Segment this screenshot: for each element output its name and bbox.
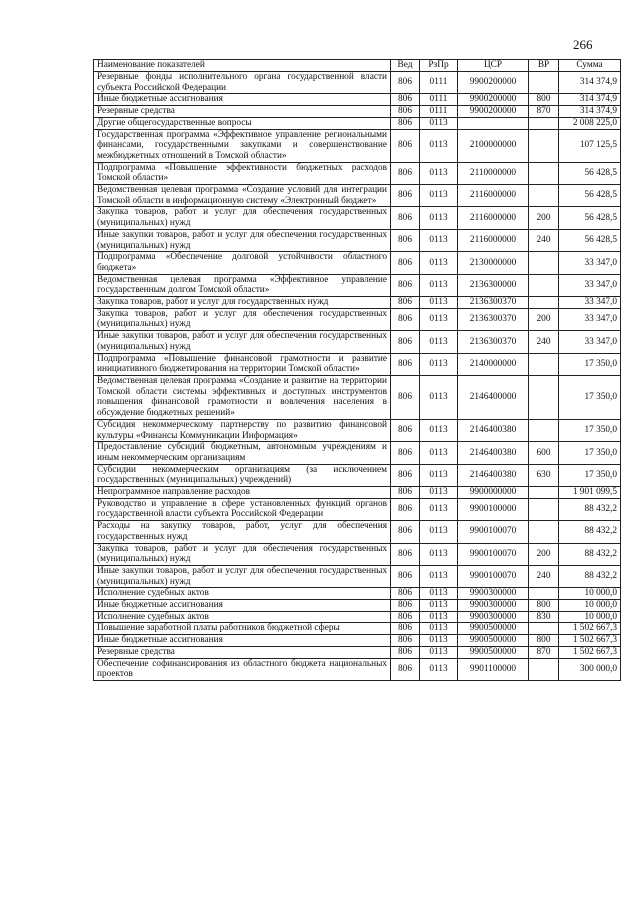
cell-csr: 9900500000 <box>458 635 529 647</box>
cell-vr: 200 <box>529 308 559 330</box>
header-ved: Вед <box>391 60 420 72</box>
cell-csr: 9900200000 <box>458 72 529 94</box>
cell-vr: 830 <box>529 611 559 623</box>
cell-sum: 17 350,0 <box>559 353 621 375</box>
cell-rzpr: 0113 <box>420 331 458 353</box>
cell-vr <box>529 498 559 520</box>
table-row <box>94 623 621 635</box>
cell-ved: 806 <box>391 162 420 184</box>
cell-name: Резервные средства <box>94 106 391 118</box>
cell-ved: 806 <box>391 623 420 635</box>
table-row <box>94 521 621 543</box>
table-body <box>94 72 621 681</box>
page-number: 266 <box>573 37 593 52</box>
cell-ved: 806 <box>391 635 420 647</box>
table-header-row <box>94 60 621 72</box>
header-csr: ЦСР <box>458 60 529 72</box>
table-row <box>94 229 621 251</box>
cell-vr: 200 <box>529 207 559 229</box>
cell-name: Иные закупки товаров, работ и услуг для обеспечения государственных (муниципальных) нужд <box>94 565 391 587</box>
table-row <box>94 129 621 162</box>
cell-name: Закупка товаров, работ и услуг для обеспечения государственных (муниципальных) нужд <box>94 308 391 330</box>
cell-csr: 2136300000 <box>458 274 529 296</box>
header-name: Наименование показателей <box>94 60 391 72</box>
cell-csr: 9900200000 <box>458 106 529 118</box>
cell-vr <box>529 353 559 375</box>
cell-ved: 806 <box>391 72 420 94</box>
cell-ved: 806 <box>391 588 420 600</box>
cell-ved: 806 <box>391 297 420 309</box>
cell-rzpr: 0113 <box>420 419 458 441</box>
cell-ved: 806 <box>391 600 420 612</box>
cell-csr: 2146400380 <box>458 419 529 441</box>
cell-csr: 9900500000 <box>458 623 529 635</box>
table-row <box>94 375 621 419</box>
cell-sum: 314 374,9 <box>559 106 621 118</box>
cell-ved: 806 <box>391 565 420 587</box>
cell-vr <box>529 129 559 162</box>
cell-name: Подпрограмма «Повышение эффективности бюджетных расходов Томской области» <box>94 162 391 184</box>
cell-rzpr: 0113 <box>420 442 458 464</box>
cell-name: Государственная программа «Эффективное управление региональными финансами, государственными закупками и совершенствование межбюджетных отношений в Томской области» <box>94 129 391 162</box>
cell-vr: 870 <box>529 646 559 658</box>
cell-ved: 806 <box>391 106 420 118</box>
cell-sum: 17 350,0 <box>559 442 621 464</box>
cell-vr <box>529 658 559 680</box>
cell-vr <box>529 185 559 207</box>
table-row <box>94 297 621 309</box>
table-row <box>94 487 621 499</box>
cell-ved: 806 <box>391 252 420 274</box>
cell-sum: 88 432,2 <box>559 543 621 565</box>
table-row <box>94 635 621 647</box>
cell-rzpr: 0111 <box>420 72 458 94</box>
cell-name: Подпрограмма «Обеспечение долговой устойчивости областного бюджета» <box>94 252 391 274</box>
cell-name: Иные бюджетные ассигнования <box>94 94 391 106</box>
cell-sum: 56 428,5 <box>559 229 621 251</box>
cell-name: Расходы на закупку товаров, работ, услуг для обеспечения государственных нужд <box>94 521 391 543</box>
cell-sum: 107 125,5 <box>559 129 621 162</box>
cell-rzpr: 0113 <box>420 297 458 309</box>
cell-rzpr: 0113 <box>420 353 458 375</box>
table-row <box>94 308 621 330</box>
cell-name: Субсидии некоммерческим организациям (за исключением государственных (муниципальных) учреждений) <box>94 464 391 486</box>
cell-vr <box>529 588 559 600</box>
cell-name: Субсидия некоммерческому партнерству по развитию финансовой культуры «Финансы Коммуникации Информация» <box>94 419 391 441</box>
cell-sum: 33 347,0 <box>559 297 621 309</box>
cell-csr: 9900300000 <box>458 611 529 623</box>
cell-rzpr: 0113 <box>420 600 458 612</box>
table-row <box>94 588 621 600</box>
cell-ved: 806 <box>391 419 420 441</box>
cell-ved: 806 <box>391 487 420 499</box>
cell-csr: 9900100000 <box>458 498 529 520</box>
cell-name: Резервные средства <box>94 646 391 658</box>
cell-csr: 2100000000 <box>458 129 529 162</box>
table-row <box>94 94 621 106</box>
cell-ved: 806 <box>391 308 420 330</box>
cell-csr: 2116000000 <box>458 229 529 251</box>
cell-name: Исполнение судебных актов <box>94 588 391 600</box>
table-row <box>94 252 621 274</box>
cell-sum: 1 901 099,5 <box>559 487 621 499</box>
cell-vr: 800 <box>529 600 559 612</box>
cell-vr: 240 <box>529 229 559 251</box>
cell-csr: 2136300370 <box>458 297 529 309</box>
cell-csr: 2116000000 <box>458 207 529 229</box>
cell-csr: 9900100070 <box>458 565 529 587</box>
cell-ved: 806 <box>391 521 420 543</box>
cell-rzpr: 0113 <box>420 117 458 129</box>
cell-ved: 806 <box>391 274 420 296</box>
cell-sum: 33 347,0 <box>559 274 621 296</box>
cell-name: Ведомственная целевая программа «Создание и развитие на территории Томской области системы эффективных и доступных инструментов повышения финансовой грамотности и вовлечения населения в обсуждение бюджетных решений» <box>94 375 391 419</box>
cell-sum: 314 374,9 <box>559 94 621 106</box>
table-row <box>94 419 621 441</box>
cell-rzpr: 0113 <box>420 487 458 499</box>
cell-csr <box>458 117 529 129</box>
cell-vr <box>529 419 559 441</box>
cell-csr: 2146400380 <box>458 464 529 486</box>
cell-ved: 806 <box>391 229 420 251</box>
cell-vr <box>529 117 559 129</box>
cell-name: Другие общегосударственные вопросы <box>94 117 391 129</box>
cell-sum: 10 000,0 <box>559 588 621 600</box>
cell-rzpr: 0113 <box>420 375 458 419</box>
cell-sum: 10 000,0 <box>559 600 621 612</box>
cell-vr <box>529 375 559 419</box>
cell-rzpr: 0113 <box>420 588 458 600</box>
cell-rzpr: 0113 <box>420 635 458 647</box>
table-row <box>94 565 621 587</box>
cell-csr: 9900200000 <box>458 94 529 106</box>
cell-vr: 240 <box>529 565 559 587</box>
cell-name: Иные закупки товаров, работ и услуг для обеспечения государственных (муниципальных) нужд <box>94 331 391 353</box>
cell-vr <box>529 72 559 94</box>
cell-csr: 9900000000 <box>458 487 529 499</box>
cell-ved: 806 <box>391 375 420 419</box>
cell-vr: 200 <box>529 543 559 565</box>
header-vr: ВР <box>529 60 559 72</box>
cell-ved: 806 <box>391 442 420 464</box>
cell-sum: 56 428,5 <box>559 162 621 184</box>
cell-vr: 870 <box>529 106 559 118</box>
cell-ved: 806 <box>391 658 420 680</box>
cell-csr: 9901100000 <box>458 658 529 680</box>
cell-ved: 806 <box>391 543 420 565</box>
cell-rzpr: 0113 <box>420 646 458 658</box>
table-row <box>94 72 621 94</box>
cell-csr: 9900300000 <box>458 600 529 612</box>
cell-vr: 630 <box>529 464 559 486</box>
cell-name: Иные бюджетные ассигнования <box>94 635 391 647</box>
cell-csr: 9900300000 <box>458 588 529 600</box>
table-row <box>94 464 621 486</box>
cell-name: Закупка товаров, работ и услуг для обеспечения государственных (муниципальных) нужд <box>94 207 391 229</box>
table-row <box>94 442 621 464</box>
cell-rzpr: 0111 <box>420 106 458 118</box>
cell-rzpr: 0113 <box>420 623 458 635</box>
cell-rzpr: 0113 <box>420 185 458 207</box>
cell-csr: 2116000000 <box>458 185 529 207</box>
table-row <box>94 207 621 229</box>
cell-vr <box>529 623 559 635</box>
table-row <box>94 611 621 623</box>
cell-name: Иные закупки товаров, работ и услуг для обеспечения государственных (муниципальных) нужд <box>94 229 391 251</box>
cell-sum: 33 347,0 <box>559 252 621 274</box>
cell-csr: 9900100070 <box>458 543 529 565</box>
cell-sum: 2 008 225,0 <box>559 117 621 129</box>
cell-csr: 2140000000 <box>458 353 529 375</box>
cell-ved: 806 <box>391 117 420 129</box>
cell-sum: 88 432,2 <box>559 521 621 543</box>
cell-rzpr: 0113 <box>420 308 458 330</box>
cell-sum: 1 502 667,3 <box>559 623 621 635</box>
cell-csr: 2146400380 <box>458 442 529 464</box>
cell-name: Исполнение судебных актов <box>94 611 391 623</box>
cell-ved: 806 <box>391 498 420 520</box>
cell-csr: 2146400000 <box>458 375 529 419</box>
cell-csr: 9900100070 <box>458 521 529 543</box>
cell-rzpr: 0113 <box>420 543 458 565</box>
cell-name: Обеспечение софинансирования из областного бюджета национальных проектов <box>94 658 391 680</box>
cell-rzpr: 0111 <box>420 94 458 106</box>
cell-sum: 17 350,0 <box>559 419 621 441</box>
cell-name: Предоставление субсидий бюджетным, автономным учреждениям и иным некоммерческим организациям <box>94 442 391 464</box>
table-row <box>94 646 621 658</box>
cell-sum: 33 347,0 <box>559 308 621 330</box>
cell-name: Подпрограмма «Повышение финансовой грамотности и развитие инициативного бюджетирования на территории Томской области» <box>94 353 391 375</box>
cell-ved: 806 <box>391 129 420 162</box>
cell-vr: 800 <box>529 635 559 647</box>
cell-rzpr: 0113 <box>420 162 458 184</box>
table-row <box>94 162 621 184</box>
cell-vr: 800 <box>529 94 559 106</box>
cell-rzpr: 0113 <box>420 658 458 680</box>
cell-name: Непрограммное направление расходов <box>94 487 391 499</box>
cell-rzpr: 0113 <box>420 464 458 486</box>
cell-name: Ведомственная целевая программа «Создание условий для интеграции Томской области в информационную систему «Электронный бюджет» <box>94 185 391 207</box>
cell-csr: 9900500000 <box>458 646 529 658</box>
cell-csr: 2130000000 <box>458 252 529 274</box>
cell-ved: 806 <box>391 353 420 375</box>
cell-vr <box>529 274 559 296</box>
cell-vr: 600 <box>529 442 559 464</box>
cell-sum: 56 428,5 <box>559 185 621 207</box>
cell-name: Повышение заработной платы работников бюджетной сферы <box>94 623 391 635</box>
cell-csr: 2136300370 <box>458 331 529 353</box>
cell-sum: 33 347,0 <box>559 331 621 353</box>
table-row <box>94 543 621 565</box>
cell-sum: 88 432,2 <box>559 498 621 520</box>
cell-vr <box>529 297 559 309</box>
table-row <box>94 498 621 520</box>
table-row <box>94 331 621 353</box>
cell-csr: 2136300370 <box>458 308 529 330</box>
cell-name: Ведомственная целевая программа «Эффективное управление государственным долгом Томской области» <box>94 274 391 296</box>
cell-sum: 17 350,0 <box>559 375 621 419</box>
table-row <box>94 106 621 118</box>
cell-rzpr: 0113 <box>420 611 458 623</box>
cell-rzpr: 0113 <box>420 565 458 587</box>
budget-table <box>93 59 621 681</box>
cell-vr <box>529 162 559 184</box>
cell-rzpr: 0113 <box>420 521 458 543</box>
cell-ved: 806 <box>391 464 420 486</box>
table-row <box>94 658 621 680</box>
cell-ved: 806 <box>391 331 420 353</box>
table-row <box>94 353 621 375</box>
cell-sum: 56 428,5 <box>559 207 621 229</box>
cell-sum: 17 350,0 <box>559 464 621 486</box>
cell-rzpr: 0113 <box>420 207 458 229</box>
table-row <box>94 600 621 612</box>
cell-ved: 806 <box>391 646 420 658</box>
header-sum: Сумма <box>559 60 621 72</box>
cell-sum: 314 374,9 <box>559 72 621 94</box>
cell-ved: 806 <box>391 94 420 106</box>
cell-sum: 88 432,2 <box>559 565 621 587</box>
cell-sum: 1 502 667,3 <box>559 646 621 658</box>
cell-vr <box>529 252 559 274</box>
cell-sum: 10 000,0 <box>559 611 621 623</box>
cell-rzpr: 0113 <box>420 129 458 162</box>
cell-rzpr: 0113 <box>420 229 458 251</box>
header-rzpr: РзПр <box>420 60 458 72</box>
cell-name: Иные бюджетные ассигнования <box>94 600 391 612</box>
cell-csr: 2110000000 <box>458 162 529 184</box>
cell-ved: 806 <box>391 611 420 623</box>
table-row <box>94 117 621 129</box>
cell-name: Закупка товаров, работ и услуг для обеспечения государственных (муниципальных) нужд <box>94 543 391 565</box>
cell-sum: 1 502 667,3 <box>559 635 621 647</box>
cell-vr: 240 <box>529 331 559 353</box>
table-row <box>94 274 621 296</box>
cell-name: Резервные фонды исполнительного органа государственной власти субъекта Российской Федерации <box>94 72 391 94</box>
cell-ved: 806 <box>391 207 420 229</box>
cell-ved: 806 <box>391 185 420 207</box>
cell-rzpr: 0113 <box>420 498 458 520</box>
cell-vr <box>529 521 559 543</box>
cell-vr <box>529 487 559 499</box>
cell-name: Руководство и управление в сфере установленных функций органов государственной власти субъекта Российской Федерации <box>94 498 391 520</box>
cell-name: Закупка товаров, работ и услуг для государственных нужд <box>94 297 391 309</box>
cell-sum: 300 000,0 <box>559 658 621 680</box>
table-row <box>94 185 621 207</box>
cell-rzpr: 0113 <box>420 252 458 274</box>
cell-rzpr: 0113 <box>420 274 458 296</box>
